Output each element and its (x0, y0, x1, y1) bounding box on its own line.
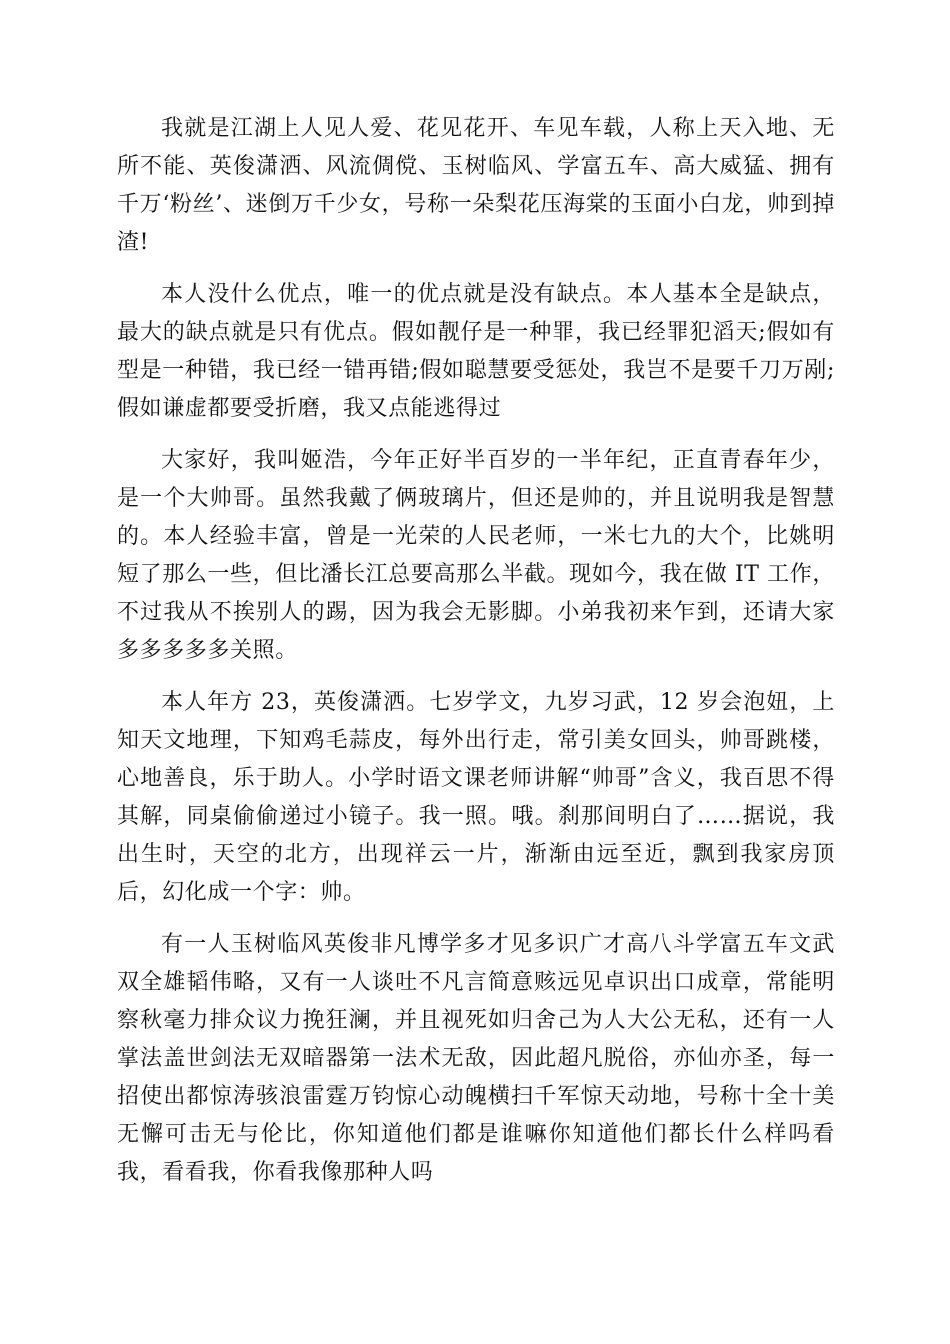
paragraph-3: 大家好，我叫姬浩，今年正好半百岁的一半年纪，正直青春年少，是一个大帅哥。虽然我戴了俩玻璃片，但还是帅的，并且说明我是智慧的。本人经验丰富，曾是一光荣的人民老师，一米七九的大个，比姚明短了那么一些，但比潘长江总要高那么半截。现如今，我在做 IT 工作，不过我从不挨别人的踢，因为我会无影脚。小弟我初来乍到，还请大家多多多多多关照。 (117, 448, 835, 663)
paragraph-2: 本人没什么优点，唯一的优点就是没有缺点。本人基本全是缺点，最大的缺点就是只有优点。假如靓仔是一种罪，我已经罪犯滔天;假如有型是一种错，我已经一错再错;假如聪慧要受惩处，我岂不是要千刀万剐;假如谦虚都要受折磨，我又点能逃得过 (117, 282, 835, 421)
paragraph-5: 有一人玉树临风英俊非凡博学多才见多识广才高八斗学富五车文武双全雄韬伟略，又有一人谈吐不凡言简意赅远见卓识出口成章，常能明察秋毫力排众议力挽狂澜，并且视死如归舍己为人大公无私，还有一人掌法盖世剑法无双暗器第一法术无敌，因此超凡脱俗，亦仙亦圣，每一招使出都惊涛骇浪雷霆万钧惊心动魄横扫千军惊天动地，号称十全十美无懈可击无与伦比，你知道他们都是谁嘛你知道他们都长什么样吗看我，看看我，你看我像那种人吗 (117, 932, 835, 1185)
document-body (117, 110, 835, 1206)
paragraph-4: 本人年方 23，英俊潇洒。七岁学文，九岁习武，12 岁会泡妞，上知天文地理，下知鸡毛蒜皮，每外出行走，常引美女回头，帅哥跳楼，心地善良，乐于助人。小学时语文课老师讲解“帅哥”含义，我百思不得其解，同桌偷偷递过小镜子。我一照。哦。刹那间明白了……据说，我出生时，天空的北方，出现祥云一片，渐渐由远至近，飘到我家房顶后，幻化成一个字：帅。 (117, 690, 835, 905)
paragraph-1: 我就是江湖上人见人爱、花见花开、车见车载，人称上天入地、无所不能、英俊潇洒、风流倜傥、玉树临风、学富五车、高大威猛、拥有千万‘粉丝’、迷倒万千少女，号称一朵梨花压海棠的玉面小白龙，帅到掉渣! (117, 116, 835, 255)
